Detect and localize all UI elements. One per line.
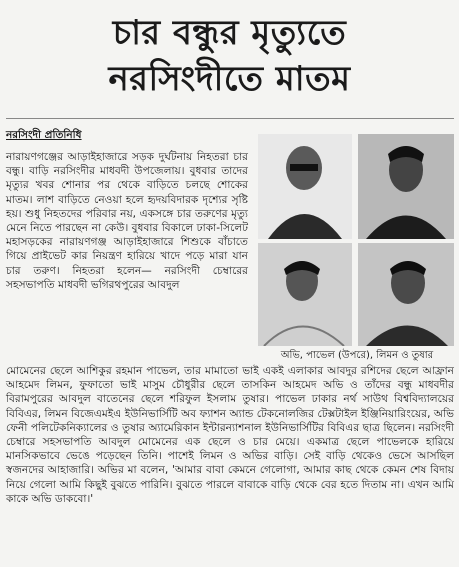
headline-line-2: নরসিংদীতে মাতম: [108, 59, 351, 99]
photo-abhi: [258, 134, 352, 239]
headline: [0, 10, 459, 102]
divider: [6, 118, 454, 119]
photo-tushar: [358, 243, 454, 346]
photo-limon: [258, 243, 352, 346]
article-body-column: নারায়ণগঞ্জের আড়াইহাজারে সড়ক দুর্ঘটনায় নিহতরা চার বন্ধু। বাড়ি নরসিংদীর মাধবদী উপজেলায়। বুধবার তাদের মৃত্যুর খবর শোনার পর থেকে বাড়িতে চলছে শোকের মাতম। লাশ বাড়িতে নেওয়া হলে হৃদয়বিদারক দৃশ্যের সৃষ্টি হয়। শুধু নিহতদের পরিবার নয়, একসঙ্গে চার তরুণের মৃত্যু মেনে নিতে পারছেন না কেউ। বুধবার বিকালে ঢাকা-সিলেট মহাসড়কের নারায়ণগঞ্জ আড়াইহাজারে শিশুকে বাঁচাতে গিয়ে প্রাইভেট কার নিয়ন্ত্রণ হারিয়ে খাদে পড়ে মারা যান চার তরুণ। নিহতরা হলেন— নরসিংদী চেম্বারের সহসভাপতি মাধবদী ভগিরথপুরের আবদুল: [6, 151, 248, 291]
photo-caption: অভি, পাভেল (উপরে), লিমন ও তুষার: [280, 350, 434, 361]
photo-pavel: [358, 134, 454, 239]
byline: নরসিংদী প্রতিনিধি: [6, 129, 82, 141]
headline-line-1: চার বন্ধুর মৃত্যুতে: [112, 13, 347, 53]
article-body-full: মোমেনের ছেলে আশিকুর রহমান পাভেল, তার মামাতো ভাই একই এলাকার আবদুর রশিদের ছেলে আফ্রান আহমেদ লিমন, ফুফাতো ভাই মাসুম চৌধুরীর ছেলে তাসকিন আহমেদ অভি ও তাঁদের বন্ধু মাধবদীর বিরামপুরের আবদুল বাতেনের ছেলে শরিফুল ইসলাম তুষার। পাভেল ঢাকার নর্থ সাউথ বিশ্ববিদ্যালয়ের বিবিএর, লিমন বিজেএমইএ ইউনিভার্সিটি অব ফ্যাশন অ্যান্ড টেকনোলজির টেক্সটাইল ইঞ্জিনিয়ারিংয়ের, অভি ফেনী পলিটেকনিক্যালের ও তুষার অ্যামেরিকান ইন্টারন্যাশনাল ইউনিভার্সিটির বিবিএর ছাত্র ছিলেন। নরসিংদী চেম্বারে সহসভাপতি আবদুল মোমেনের এক ছেলে ও চার মেয়ে। একমাত্র ছেলে পাভেলকে হারিয়ে মানসিকভাবে ভেঙে পড়েছেন তিনি। পাশেই লিমন ও অভির বাড়ি। সেই বাড়ি থেকেও ভেসে আসছিল স্বজনদের আহাজারি। অভির মা বলেন, 'আমার বাবা কেমনে গেলোগা, আমার কাছ থেকে কেমন শেষ বিদায় নিয়ে গেলো আমি কিছুই বুঝতে পারিনি। বুঝতে পারলে বাবাকে বাড়ি থেকে বের হতে দিতাম না। এখন আমি কাকে অভি ডাকবো।': [6, 365, 454, 505]
